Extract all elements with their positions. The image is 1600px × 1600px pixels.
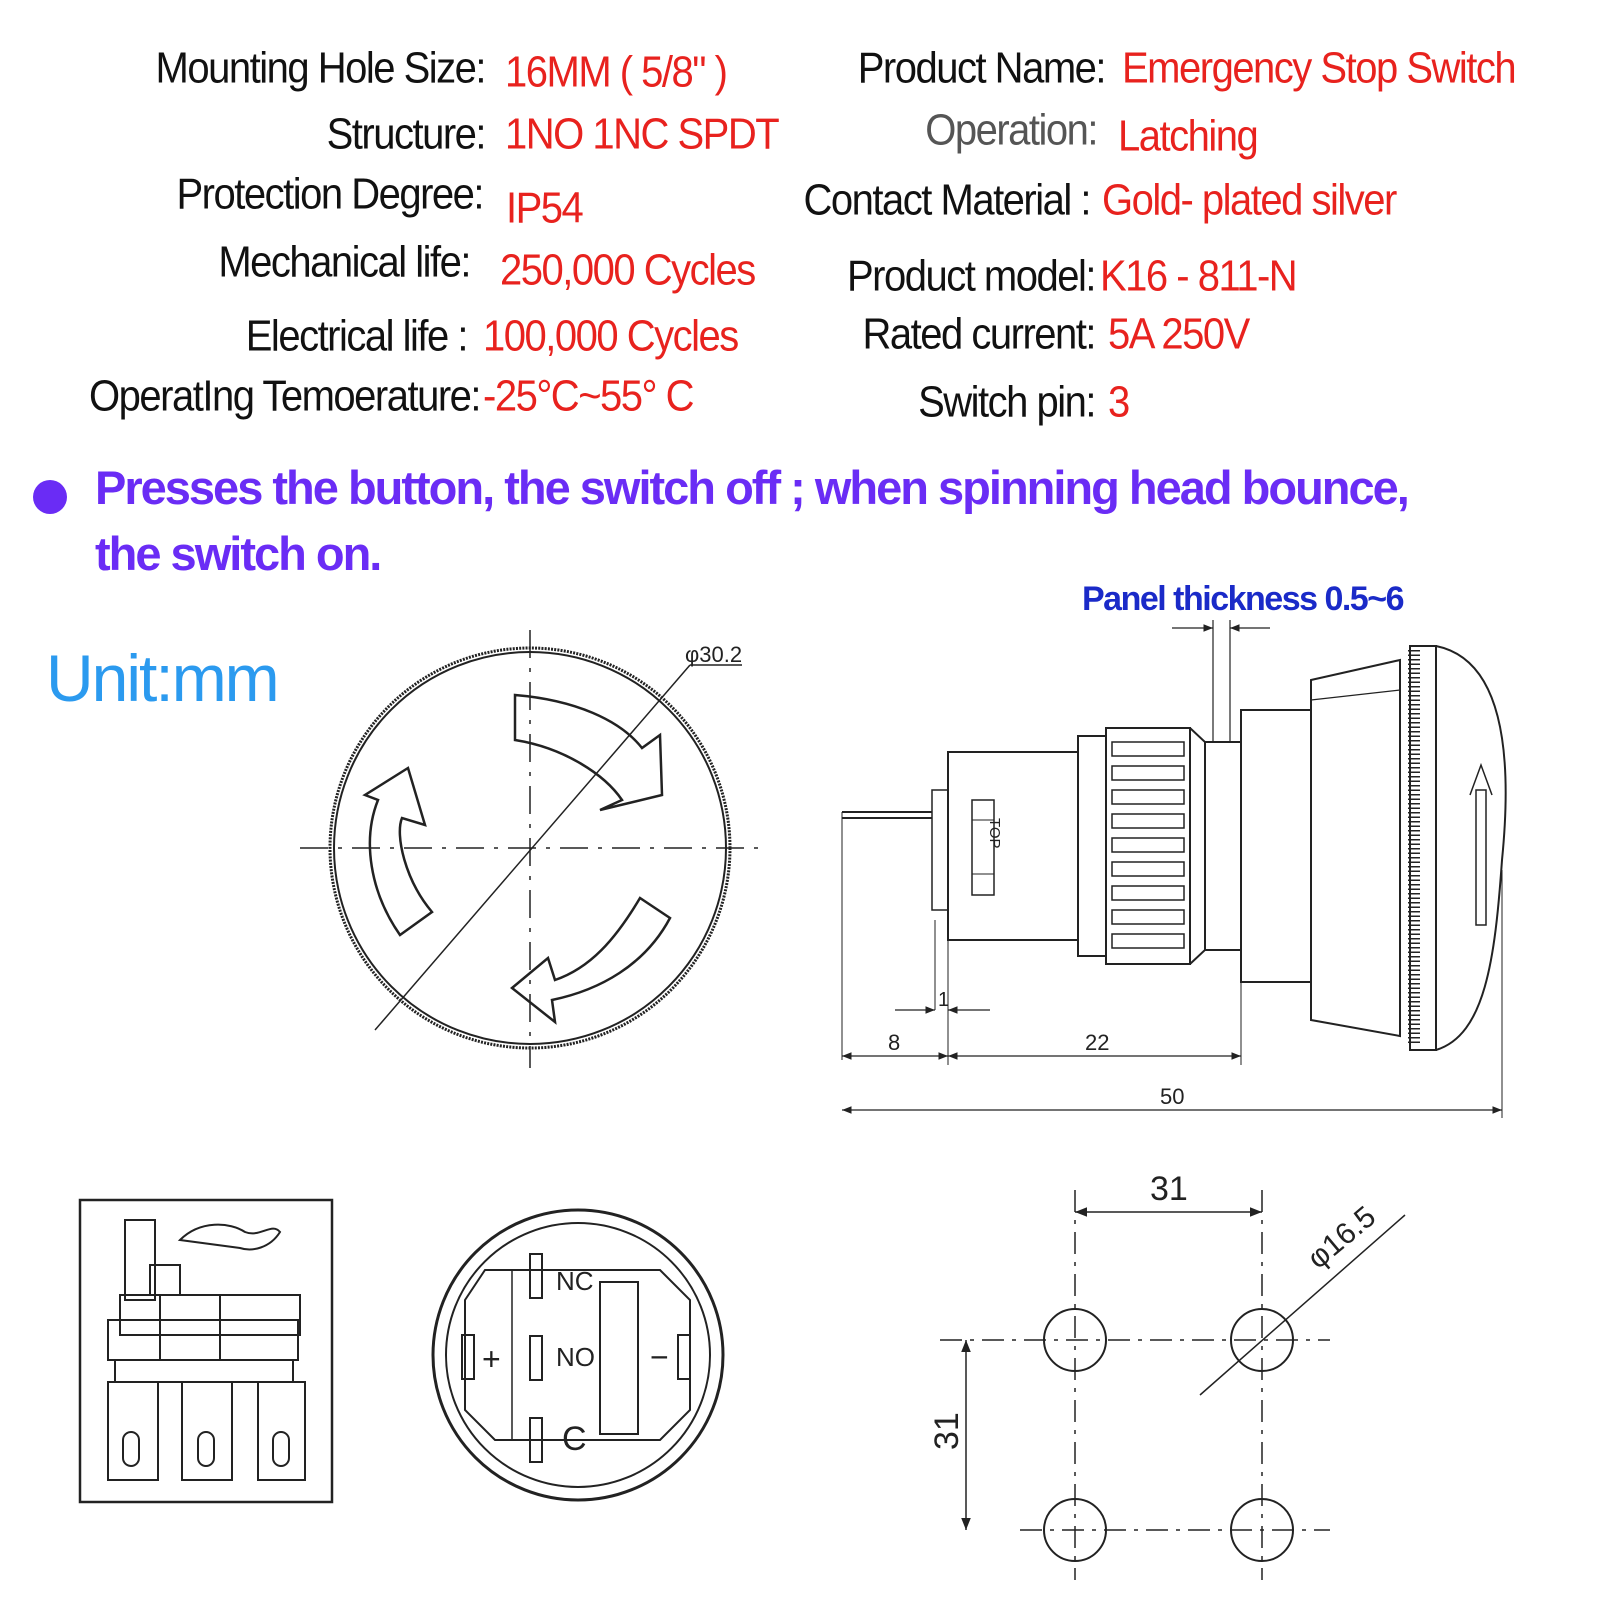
operating-temp-value: -25°C~55° C	[483, 372, 694, 421]
top-mark: TOP	[986, 818, 1003, 849]
electrical-life-value: 100,000 Cycles	[483, 312, 738, 361]
switch-pin-value: 3	[1108, 378, 1129, 427]
operating-temp-label: OperatIng Temoerature:	[89, 372, 480, 421]
spacing-horizontal-text: 31	[1150, 1170, 1188, 1208]
mechanical-life-value: 250,000 Cycles	[500, 246, 755, 295]
dim-8: 8	[888, 1030, 901, 1055]
contact-material-label: Contact Material :	[803, 176, 1090, 225]
terminal-no-text: NO	[556, 1342, 595, 1372]
terminal-nc-text: NC	[556, 1266, 594, 1296]
switch-pin-label: Switch pin:	[918, 378, 1095, 427]
electrical-life-label: Electrical life :	[245, 312, 467, 361]
operation-label: Operation:	[925, 106, 1097, 155]
unit-label: Unit:mm	[46, 641, 278, 715]
rotate-arrow-left	[365, 768, 432, 935]
product-model-label: Product model:	[846, 252, 1095, 301]
front-view	[300, 630, 760, 1068]
mechanical-life-label: Mechanical life:	[218, 238, 470, 287]
rated-current-label: Rated current:	[862, 310, 1095, 359]
contact-block-view	[80, 1200, 332, 1502]
mounting-hole-label: Mounting Hole Size:	[155, 44, 485, 93]
dim-22: 22	[1085, 1030, 1110, 1055]
side-view	[842, 620, 1506, 1118]
spacing-vertical-text: 31	[928, 1412, 966, 1450]
product-name-value: Emergency Stop Switch	[1122, 44, 1516, 93]
contact-material-value: Gold- plated silver	[1102, 176, 1396, 225]
note-line-1: Presses the button, the switch off ; when spinning head bounce,	[95, 461, 1408, 514]
protection-value: IP54	[506, 184, 583, 233]
product-model-value: K16 - 811-N	[1100, 252, 1297, 301]
rotate-arrow-bottom	[512, 898, 670, 1022]
rated-current-value: 5A 250V	[1108, 310, 1249, 359]
dim-1: 1	[938, 989, 950, 1011]
structure-value: 1NO 1NC SPDT	[505, 110, 779, 159]
operation-value: Latching	[1118, 112, 1258, 161]
front-diameter-text: φ30.2	[685, 642, 743, 667]
dim-50: 50	[1160, 1084, 1185, 1109]
rotate-arrow-top	[515, 695, 662, 810]
product-name-label: Product Name:	[857, 44, 1105, 93]
protection-label: Protection Degree:	[176, 170, 483, 219]
mounting-hole-value: 16MM ( 5/8" )	[505, 48, 727, 97]
terminal-minus-text: −	[650, 1339, 669, 1375]
terminal-c-text: C	[562, 1420, 587, 1458]
structure-label: Structure:	[326, 110, 485, 159]
panel-thickness-label: Panel thickness 0.5~6	[1082, 580, 1403, 618]
note-line-2: the switch on.	[95, 527, 381, 580]
hole-diameter-text: φ16.5	[1301, 1200, 1383, 1276]
terminal-plus-text: +	[482, 1341, 501, 1377]
